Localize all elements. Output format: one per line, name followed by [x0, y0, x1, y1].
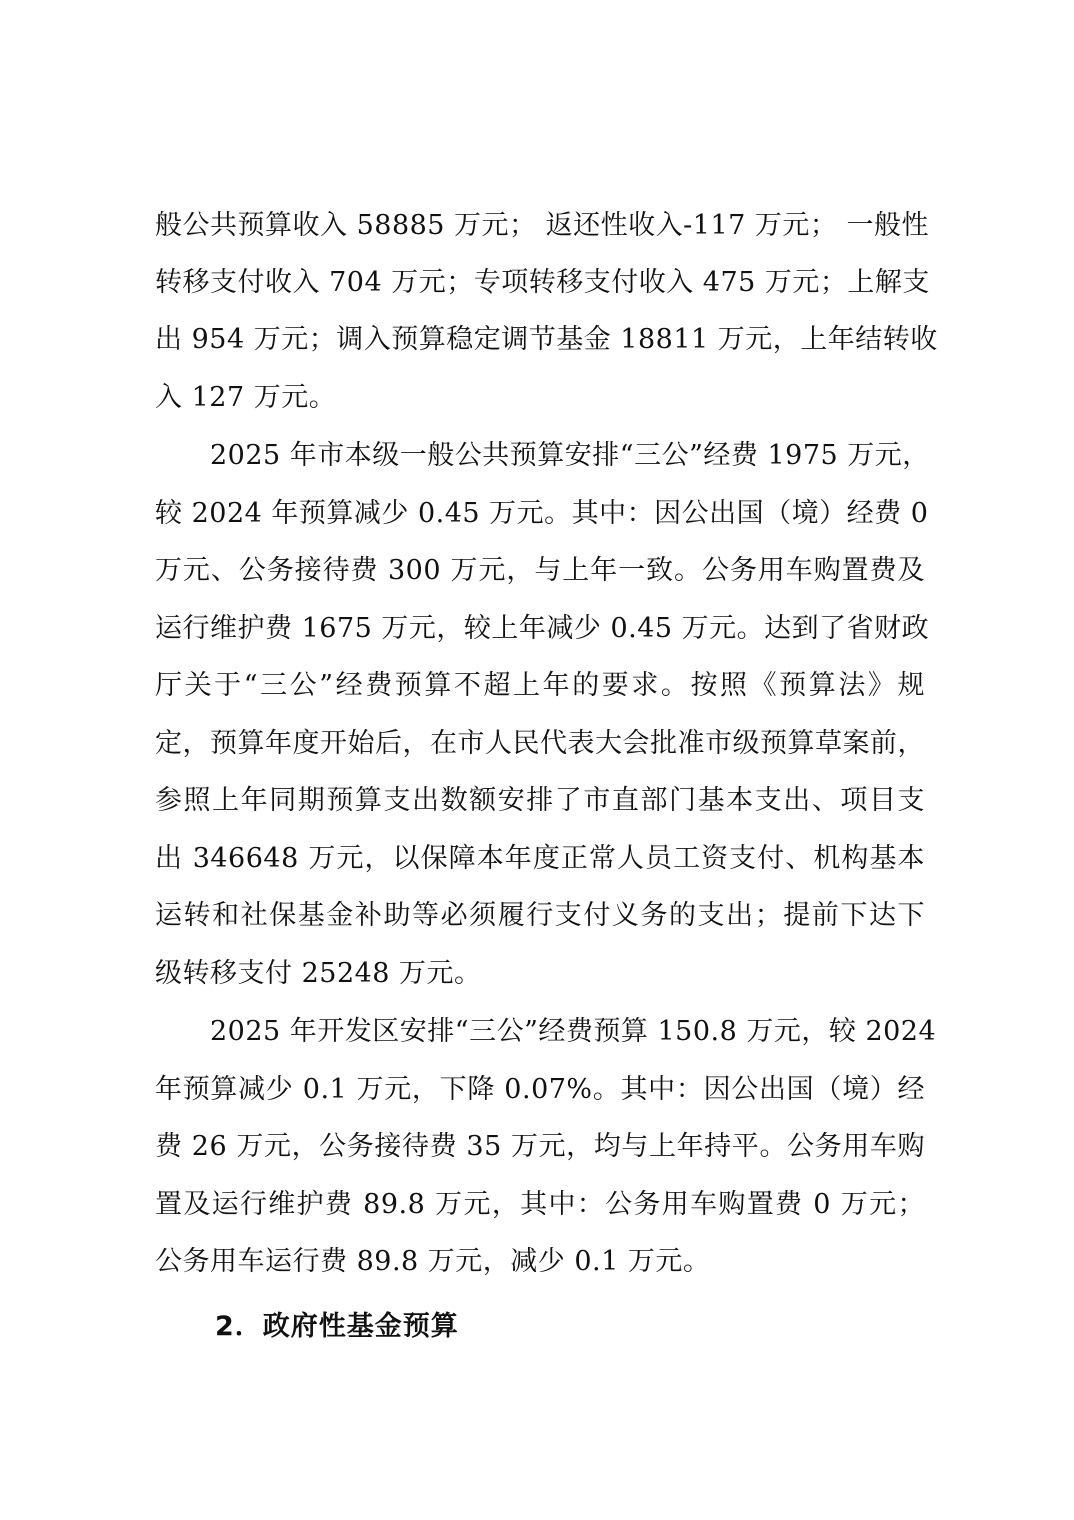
paragraph-2-line-9: 运转和社保基金补助等必须履行支付义务的支出；提前下达下 [155, 900, 925, 931]
paragraph-3-line-1: 2025 年开发区安排“三公”经费预算 150.8 万元，较 2024 [210, 1016, 937, 1047]
paragraph-2-line-7: 参照上年同期预算支出数额安排了市直部门基本支出、项目支 [155, 785, 925, 816]
paragraph-1-line-1: 般公共预算收入 58885 万元； 返还性收入-117 万元； 一般性 [155, 210, 929, 241]
paragraph-1-line-3: 出 954 万元；调入预算稳定调节基金 18811 万元，上年结转收 [155, 324, 938, 355]
paragraph-1-line-2: 转移支付收入 704 万元；专项转移支付收入 475 万元；上解支 [155, 267, 930, 298]
paragraph-1-line-4: 入 127 万元。 [155, 382, 337, 413]
paragraph-3-line-4: 置及运行维护费 89.8 万元，其中：公务用车购置费 0 万元； [155, 1189, 925, 1220]
paragraph-2-line-4: 运行维护费 1675 万元，较上年减少 0.45 万元。达到了省财政 [155, 613, 930, 644]
paragraph-2-line-2: 较 2024 年预算减少 0.45 万元。其中：因公出国（境）经费 0 [155, 498, 929, 529]
section-heading: 2．政府性基金预算 [215, 1311, 459, 1342]
paragraph-3-line-2: 年预算减少 0.1 万元，下降 0.07%。其中：因公出国（境）经 [155, 1074, 925, 1105]
paragraph-2-line-3: 万元、公务接待费 300 万元，与上年一致。公务用车购置费及 [155, 555, 925, 586]
paragraph-3-line-5: 公务用车运行费 89.8 万元，减少 0.1 万元。 [155, 1246, 711, 1277]
paragraph-3-line-3: 费 26 万元，公务接待费 35 万元，均与上年持平。公务用车购 [155, 1131, 925, 1162]
paragraph-2-line-6: 定，预算年度开始后，在市人民代表大会批准市级预算草案前， [155, 728, 925, 759]
paragraph-2-line-1: 2025 年市本级一般公共预算安排“三公”经费 1975 万元， [210, 440, 930, 471]
paragraph-2-line-10: 级转移支付 25248 万元。 [155, 958, 482, 989]
paragraph-2-line-5: 厅关于“三公”经费预算不超上年的要求。按照《预算法》规 [155, 670, 925, 701]
paragraph-2-line-8: 出 346648 万元，以保障本年度正常人员工资支付、机构基本 [155, 843, 925, 874]
